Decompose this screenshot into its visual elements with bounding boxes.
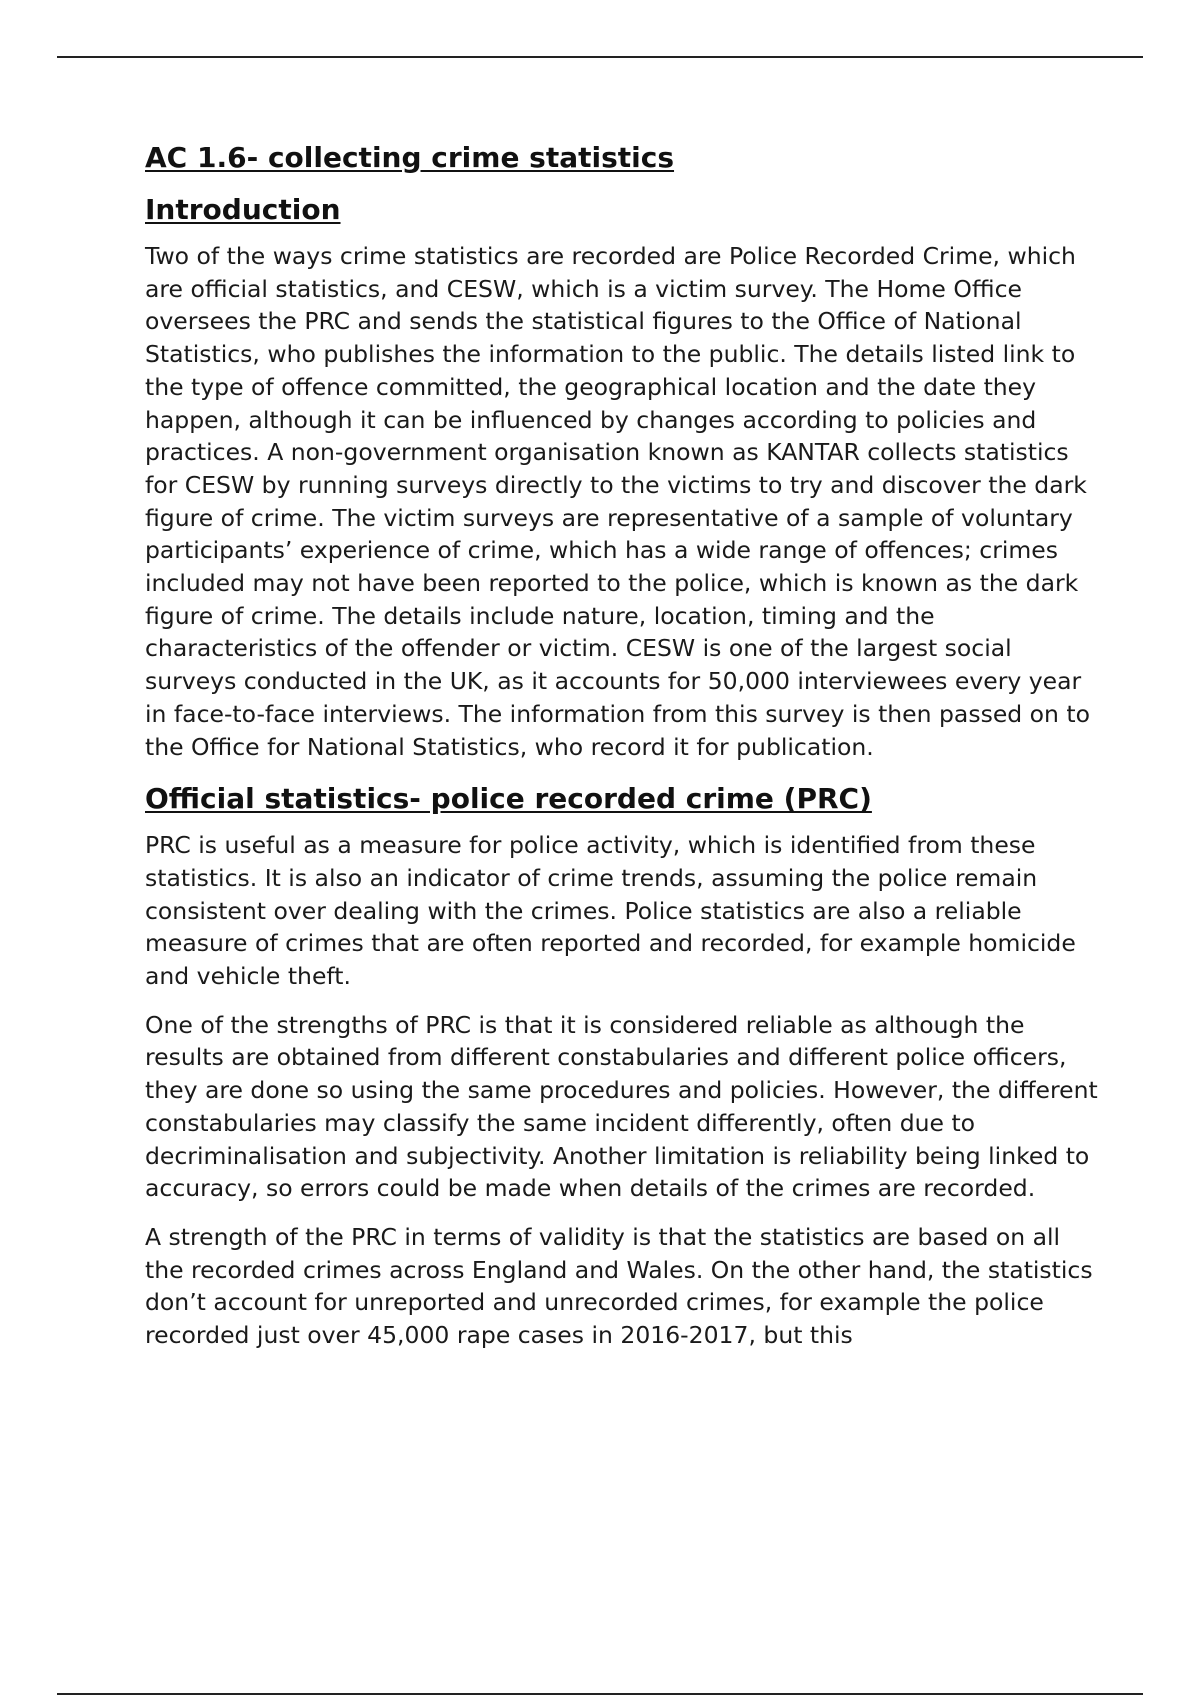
paragraph: One of the strengths of PRC is that it is considered reliable as although the results are obtained from different constabularies and different police officers, they are done so using the same procedures and policies. However, the different constabularies may classify the same incident differently, often due to decriminalisation and subjectivity. Another limitation is reliability being linked to accuracy, so errors could be made when details of the crimes are recorded.	[145, 1010, 1098, 1203]
footer-rule	[57, 1693, 1143, 1695]
document-body	[145, 138, 1105, 1368]
paragraph: A strength of the PRC in terms of validity is that the statistics are based on all the recorded crimes across England and Wales. On the other hand, the statistics don’t account for unreported and unrecorded crimes, for example the police recorded just over 45,000 rape cases in 2016-2017, but this	[145, 1222, 1093, 1350]
section-heading-prc: Official statistics- police recorded crime (PRC)	[145, 782, 872, 816]
paragraph: PRC is useful as a measure for police activity, which is identified from these statistics. It is also an indicator of crime trends, assuming the police remain consistent over dealing with the crimes. Police statistics are also a reliable measure of crimes that are often reported and recorded, for example homicide and vehicle theft.	[145, 831, 1076, 991]
document-title: AC 1.6- collecting crime statistics	[145, 141, 675, 174]
paragraph: Two of the ways crime statistics are recorded are Police Recorded Crime, which are official statistics, and CESW, which is a victim survey. The Home Office oversees the PRC and sends the statistical figures to the Office of National Statistics, who publishes the information to the public. The details listed link to the type of offence committed, the geographical location and the date they happen, although it can be influenced by changes according to policies and practices. A non-government organisation known as KANTAR collects statistics for CESW by running surveys directly to the victims to try and discover the dark figure of crime. The victim surveys are representative of a sample of voluntary participants’ experience of crime, which has a wide range of offences; crimes included may not have been reported to the police, which is known as the dark figure of crime. The details include nature, location, timing and the characteristics of the offender or victim. CESW is one of the largest social surveys conducted in the UK, as it accounts for 50,000 interviewees every year in face-to-face interviews. The information from this survey is then passed on to the Office for National Statistics, who record it for publication.	[145, 242, 1090, 761]
header-rule	[57, 56, 1143, 58]
section-heading-introduction: Introduction	[145, 193, 341, 226]
